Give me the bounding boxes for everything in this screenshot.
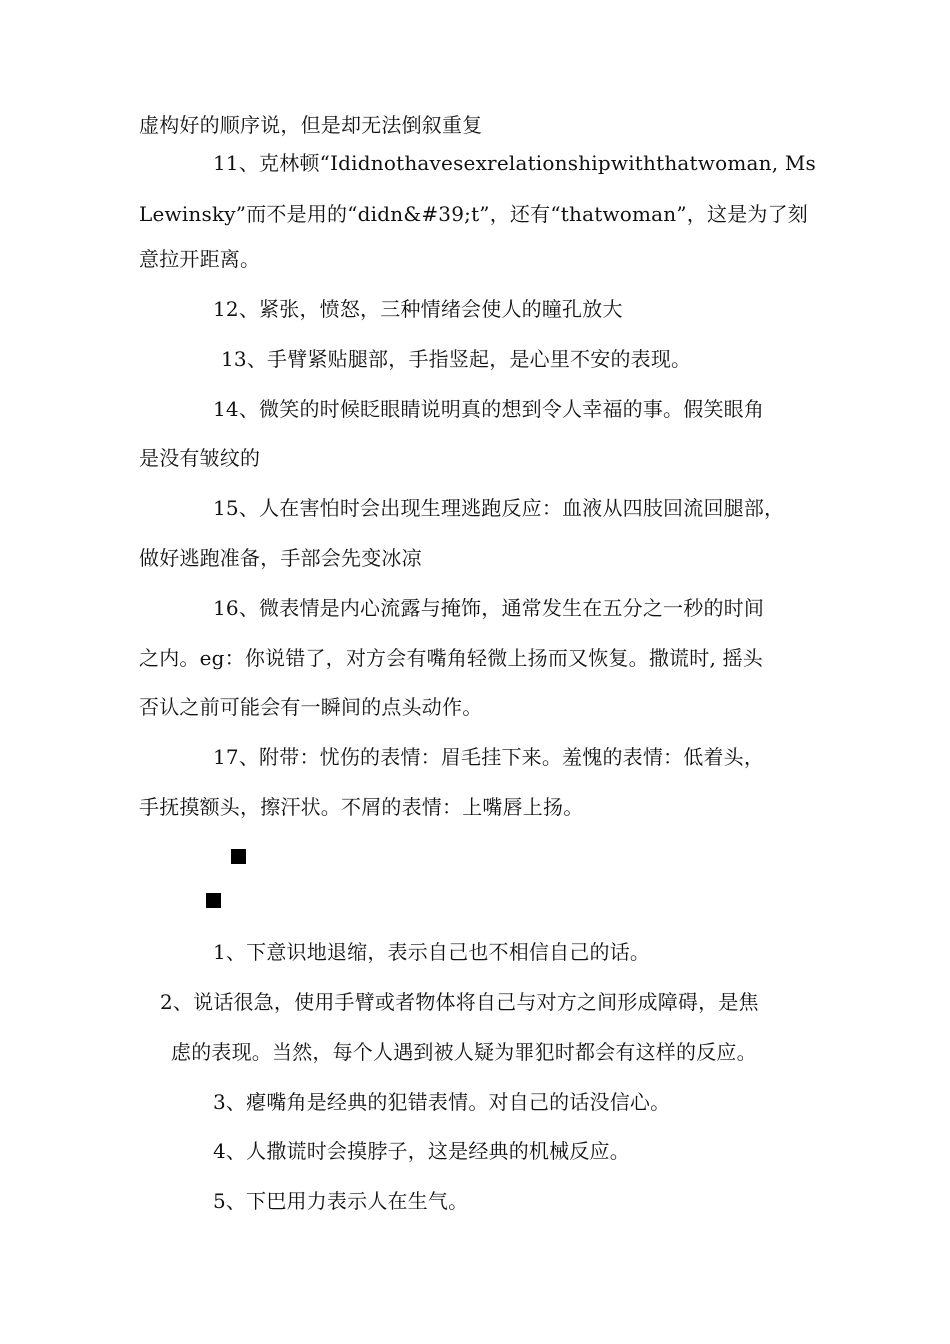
text-line-10: 做好逃跑准备，手部会先变冰凉 [139,546,422,570]
text-line-2: 11、克林顿“Ididnothavesexrelationshipwiththatwoman, Ms [213,151,816,175]
text-line-16: 1、下意识地退缩，表示自己也不相信自己的话。 [213,940,651,964]
text-line-12: 之内。eg：你说错了，对方会有嘴角轻微上扬而又恢复。撒谎时, 摇头 [139,646,763,670]
text-line-18: 虑的表现。当然，每个人遇到被人疑为罪犯时都会有这样的反应。 [171,1040,757,1064]
text-line-9: 15、人在害怕时会出现生理逃跑反应：血液从四肢回流回腿部， [213,496,785,520]
text-line-6: 13、手臂紧贴腿部，手指竖起，是心里不安的表现。 [221,347,692,371]
square-bullet-icon [206,893,221,908]
text-line-1: 虚构好的顺序说，但是却无法倒叙重复 [139,113,483,137]
text-line-21: 5、下巴用力表示人在生气。 [213,1189,469,1213]
text-line-14: 17、附带：忧伤的表情：眉毛挂下来。羞愧的表情：低着头， [213,745,765,769]
text-line-3: Lewinsky”而不是用的“didn&#39;t”，还有“thatwoman”，这是为了刻 [139,202,808,226]
text-line-13: 否认之前可能会有一瞬间的点头动作。 [139,695,483,719]
text-line-8: 是没有皱纹的 [139,446,261,470]
text-line-17: 2、说话很急，使用手臂或者物体将自己与对方之间形成障碍，是焦 [160,990,759,1014]
text-line-19: 3、瘪嘴角是经典的犯错表情。对自己的话没信心。 [213,1090,671,1114]
text-line-4: 意拉开距离。 [139,247,261,271]
text-line-5: 12、紧张，愤怒，三种情绪会使人的瞳孔放大 [213,297,623,321]
text-line-7: 14、微笑的时候眨眼睛说明真的想到令人幸福的事。假笑眼角 [213,397,765,421]
text-line-15: 手抚摸额头，擦汗状。不屑的表情：上嘴唇上扬。 [139,795,584,819]
square-bullet-icon [231,849,246,864]
text-line-11: 16、微表情是内心流露与掩饰，通常发生在五分之一秒的时间 [213,596,765,620]
text-line-20: 4、人撒谎时会摸脖子，这是经典的机械反应。 [213,1139,630,1163]
